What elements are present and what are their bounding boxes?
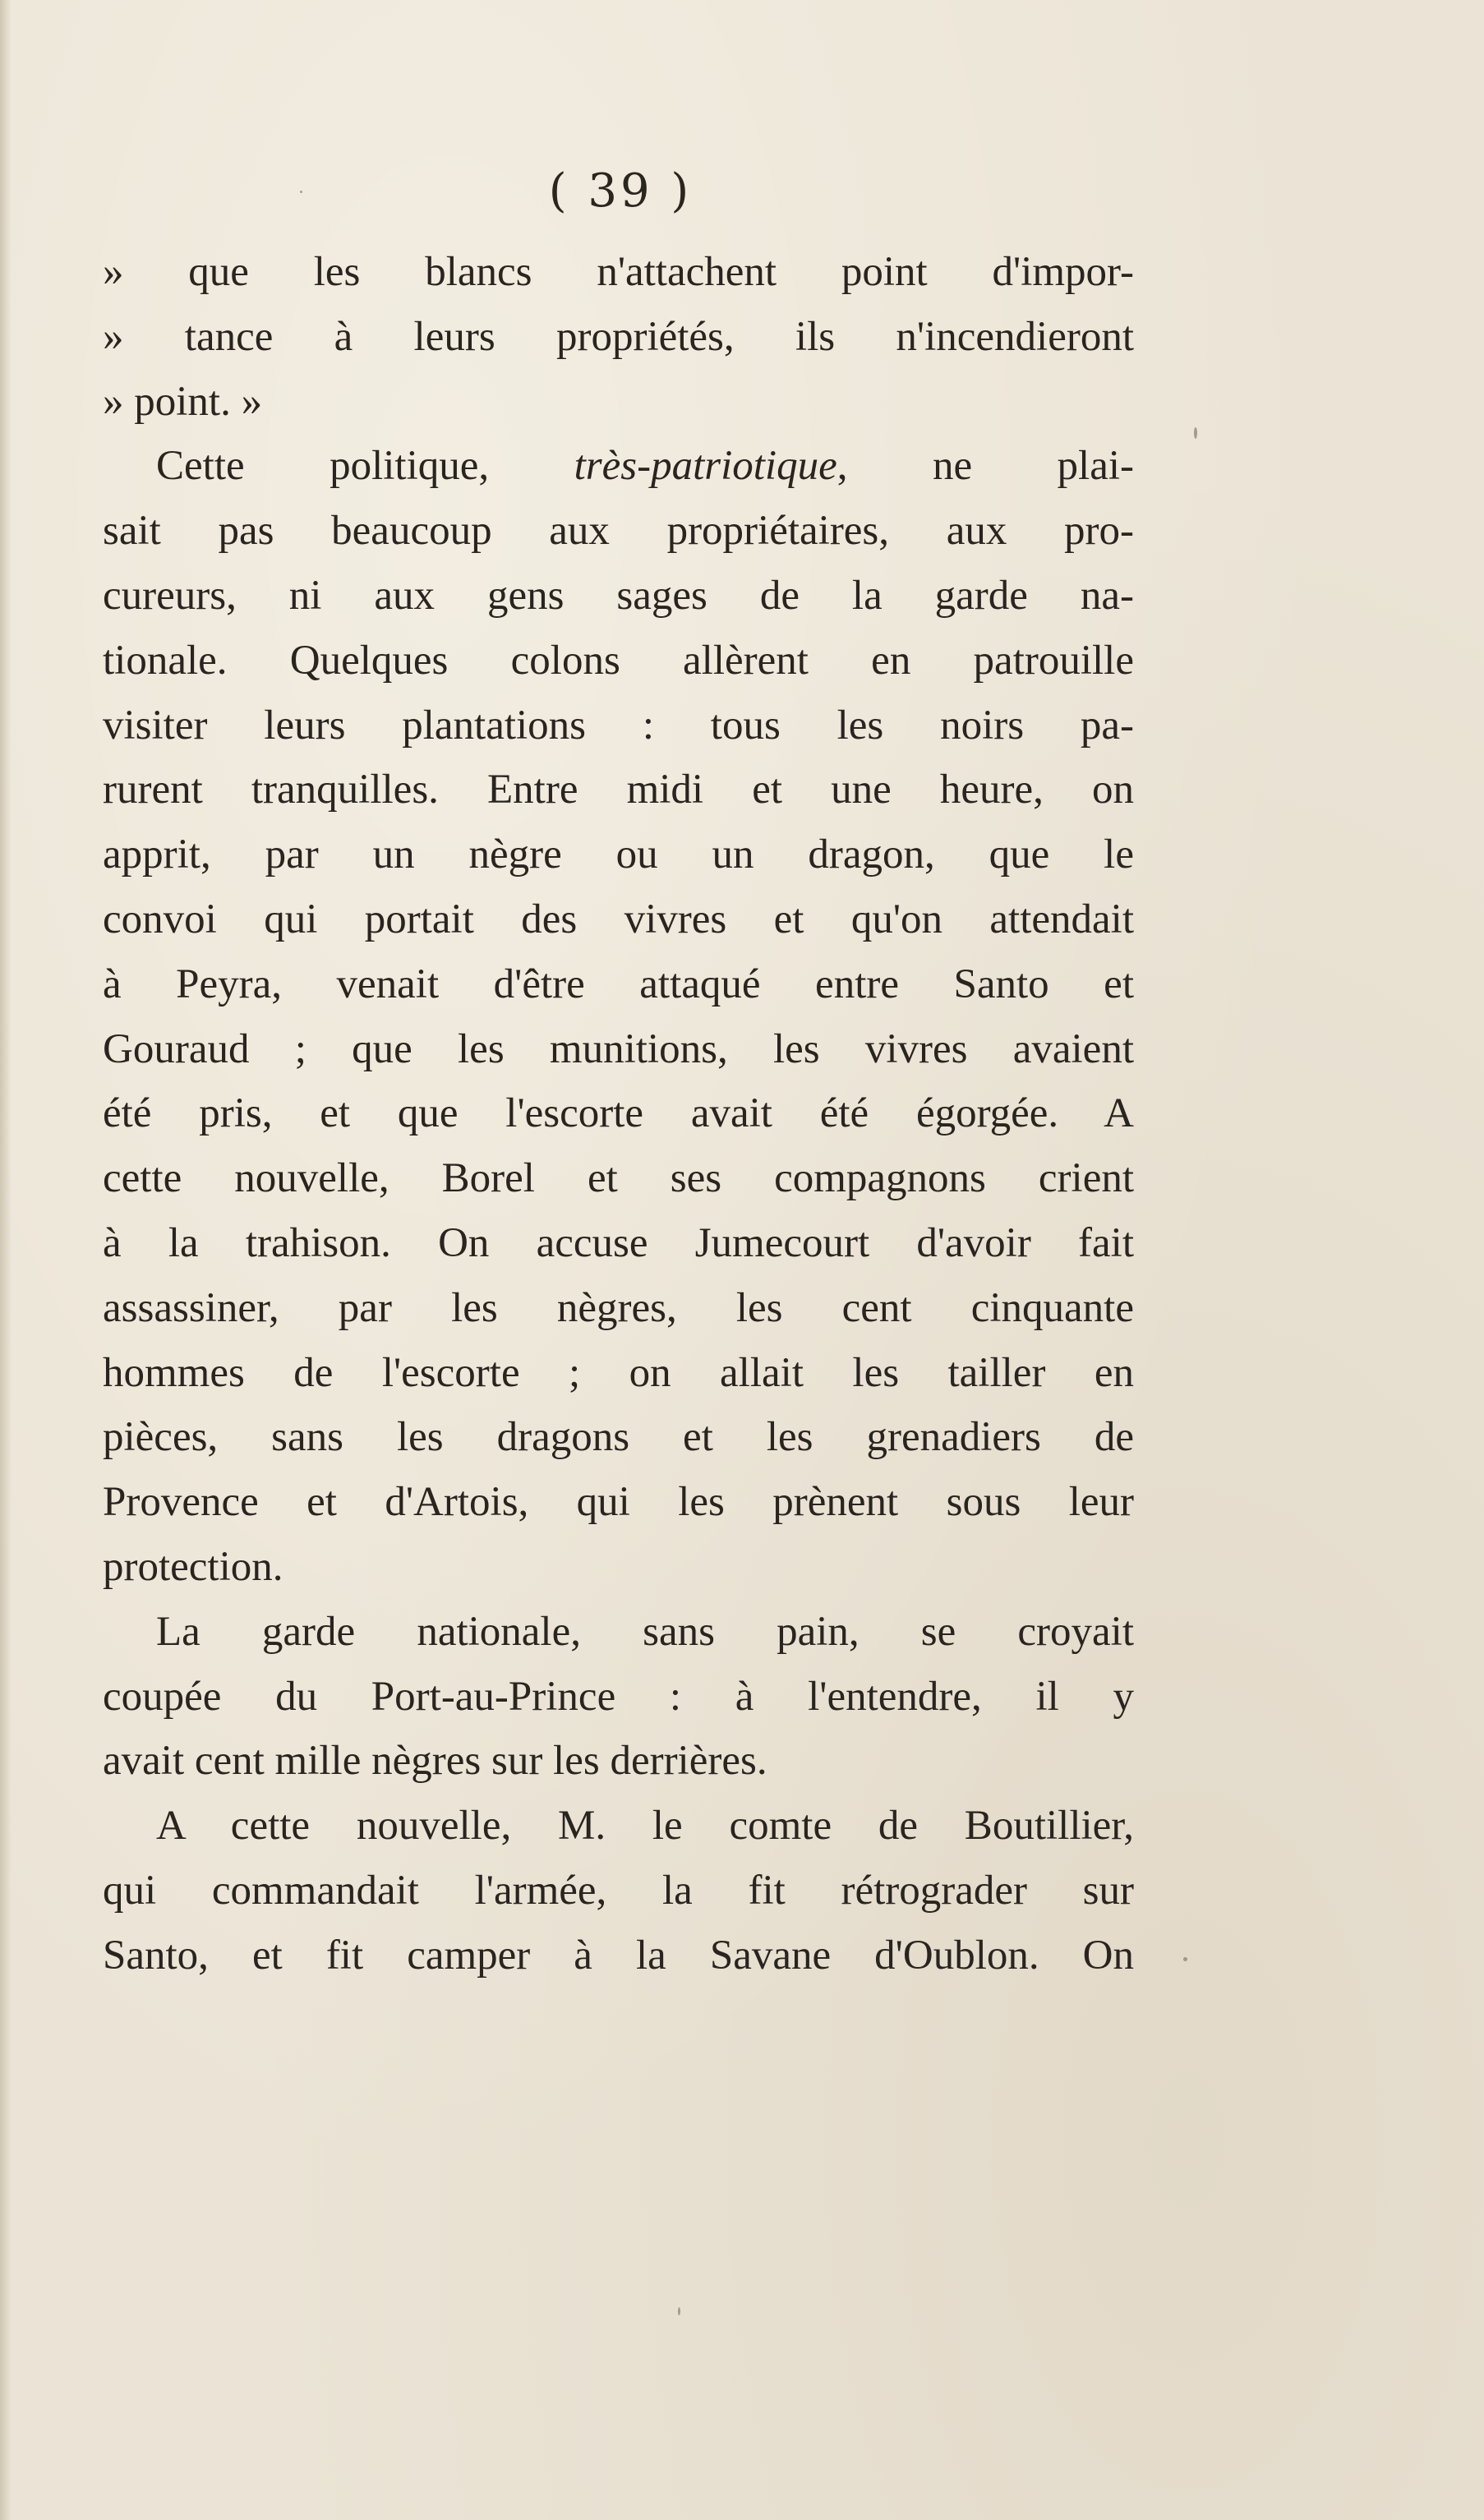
text-line: visiter leurs plantations : tous les noirs pa- (103, 702, 1134, 749)
text-line: A cette nouvelle, M. le comte de Boutillier, (156, 1803, 1134, 1850)
paper-speck (678, 2307, 680, 2315)
text-line: avait cent mille nègres sur les derrières. (103, 1738, 767, 1785)
text-segment: Cette politique, (156, 443, 574, 490)
page-number: ( 39 ) (548, 164, 693, 218)
text-line: rurent tranquilles. Entre midi et une heure, on (103, 767, 1134, 813)
text-line: cette nouvelle, Borel et ses compagnons crient (103, 1155, 1134, 1202)
paper-speck (1183, 1957, 1187, 1961)
page-edge-shadow (0, 0, 12, 2520)
text-line: à la trahison. On accuse Jumecourt d'avoir fait (103, 1219, 1134, 1266)
italic-phrase: très-patriotique (574, 443, 837, 490)
text-segment: , ne plai- (836, 443, 1134, 490)
text-line: pièces, sans les dragons et les grenadiers de (103, 1414, 1134, 1461)
text-line: assassiner, par les nègres, les cent cinquante (103, 1284, 1134, 1331)
text-line: tionale. Quelques colons allèrent en patrouille (103, 637, 1134, 684)
text-line: coupée du Port-au-Prince : à l'entendre, il y (103, 1673, 1134, 1720)
text-line: apprit, par un nègre ou un dragon, que le (103, 832, 1134, 878)
text-line: La garde nationale, sans pain, se croyait (156, 1608, 1134, 1655)
text-line: » point. » (103, 378, 263, 425)
paper-speck (1194, 427, 1197, 439)
text-line: hommes de l'escorte ; on allait les tailler en (103, 1349, 1134, 1396)
page-body-text (103, 240, 1134, 1988)
text-line: Gouraud ; que les munitions, les vivres avaient (103, 1025, 1134, 1072)
text-line: Provence et d'Artois, qui les prènent sous leur (103, 1479, 1134, 1526)
text-line: convoi qui portait des vivres et qu'on attendait (103, 896, 1134, 942)
text-line: sait pas beaucoup aux propriétaires, aux pro- (103, 508, 1134, 555)
text-line: Santo, et fit camper à la Savane d'Oublon. On (103, 1932, 1134, 1979)
text-line: à Peyra, venait d'être attaqué entre Santo et (103, 961, 1134, 1007)
text-line: cureurs, ni aux gens sages de la garde na- (103, 572, 1134, 619)
text-line (103, 434, 1134, 499)
text-line: » que les blancs n'attachent point d'impor- (103, 249, 1134, 295)
text-line: qui commandait l'armée, la fit rétrograder sur (103, 1867, 1134, 1914)
text-line: été pris, et que l'escorte avait été égorgée. A (103, 1090, 1134, 1137)
text-line: » tance à leurs propriétés, ils n'incendieront (103, 313, 1134, 360)
paper-speck (300, 191, 302, 193)
text-line: protection. (103, 1543, 283, 1590)
